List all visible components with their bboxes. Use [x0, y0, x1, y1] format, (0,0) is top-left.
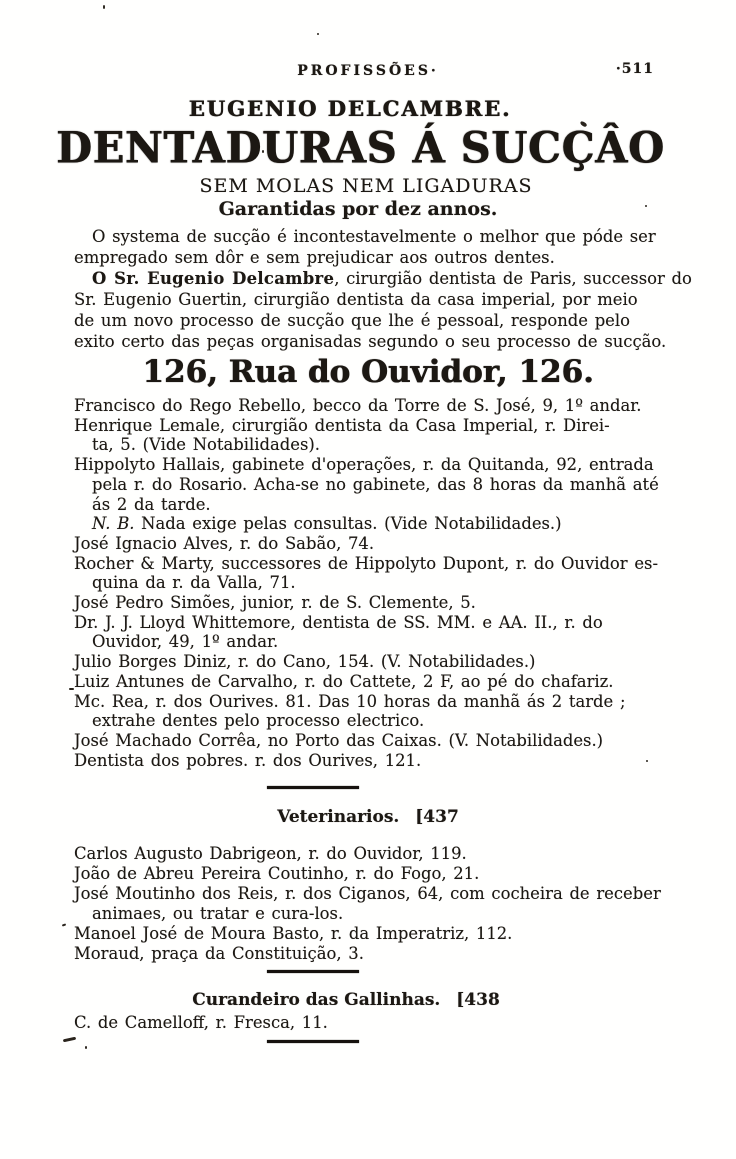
text-line: Dr. J. J. Lloyd Whittemore, dentista de SS. MM. e AA. II., r. do	[74, 612, 603, 632]
dentist-list	[74, 396, 662, 770]
text-line: Francisco do Rego Rebello, becco da Torre de S. José, 9, 1º andar.	[74, 396, 642, 415]
ad-headline: DENTADURAS Á SUCÇÂO	[56, 123, 665, 173]
text-line: ás 2 da tarde.	[92, 494, 211, 514]
advertiser-name: EUGENIO DELCAMBRE.	[188, 96, 512, 121]
section-heading-curandeiro	[52, 990, 640, 1010]
text-line: de um novo processo de sucção que lhe é pessoal, responde pelo	[74, 311, 630, 330]
text-line: pela r. do Rosario. Acha-se no gabinete, das 8 horas da manhã até	[92, 474, 659, 494]
text-line: quina da r. da Valla, 71.	[92, 573, 296, 593]
running-title: PROFISSÕES·	[297, 63, 439, 79]
text-line: Dentista dos pobres. r. dos Ourives, 121.	[74, 750, 422, 770]
text-line: animaes, ou tratar e cura-los.	[92, 904, 344, 924]
ink-speck	[85, 1046, 87, 1049]
ad-body-text	[74, 226, 692, 352]
veterinarian-list	[74, 844, 662, 964]
running-head	[74, 60, 662, 79]
text-line: exito certo das peças organisadas segundo o seu processo de sucção.	[74, 332, 667, 351]
text-line: O Sr. Eugenio Delcambre, cirurgião dentista de Paris, successor do	[92, 269, 692, 288]
text-line: C. de Camelloff, r. Fresca, 11.	[74, 1013, 328, 1033]
page-number: ·511	[615, 61, 654, 77]
text-line: José Ignacio Alves, r. do Sabão, 74.	[74, 533, 375, 553]
ad-guarantee: Garantidas por dez annos.	[218, 198, 498, 220]
text-line: Rocher & Marty, successores de Hippolyto Dupont, r. do Ouvidor es-	[74, 553, 658, 573]
text-line: Henrique Lemale, cirurgião dentista da Casa Imperial, r. Direi-	[74, 415, 610, 435]
text-line: Sr. Eugenio Guertin, cirurgião dentista da casa imperial, por meio	[74, 290, 638, 309]
text-line: extrahe dentes pelo processo electrico.	[92, 711, 425, 731]
section-divider	[267, 786, 359, 789]
curandeiro-list	[74, 1013, 662, 1033]
italic-lead: N. B.	[92, 514, 135, 534]
text-line: José Pedro Simões, junior, r. de S. Clemente, 5.	[74, 593, 476, 613]
ink-speck	[62, 923, 66, 926]
text-line: Moraud, praça da Constituição, 3.	[74, 944, 364, 964]
text-line: Julio Borges Diniz, r. do Cano, 154. (V. Notabilidades.)	[74, 652, 536, 672]
text-line: empregado sem dôr e sem prejudicar aos outros dentes.	[74, 248, 555, 267]
ink-speck	[317, 33, 319, 35]
section-ref-number: [438	[456, 990, 500, 1011]
text-line: Carlos Augusto Dabrigeon, r. do Ouvidor, 119.	[74, 844, 467, 864]
section-ref-number: [437	[415, 807, 459, 828]
text-line: ta, 5. (Vide Notabilidades).	[92, 435, 320, 455]
text-line: Luiz Antunes de Carvalho, r. do Cattete, 2 F, ao pé do chafariz.	[74, 671, 614, 691]
text-line: Hippolyto Hallais, gabinete d'operações, r. da Quitanda, 92, entrada	[74, 455, 654, 475]
bold-lead: O Sr. Eugenio Delcambre	[92, 269, 335, 288]
text-line: O systema de sucção é incontestavelmente o melhor que póde ser	[92, 227, 656, 246]
text-line: N. B. Nada exige pelas consultas. (Vide Notabilidades.)	[92, 514, 562, 534]
section-heading-veterinarios	[74, 807, 662, 827]
section-divider	[267, 1040, 359, 1043]
section-title: Veterinarios.	[277, 807, 400, 828]
text-line: João de Abreu Pereira Coutinho, r. do Fogo, 21.	[74, 864, 480, 884]
ad-subheadline: SEM MOLAS NEM LIGADURAS	[199, 175, 533, 197]
text-line: Mc. Rea, r. dos Ourives. 81. Das 10 horas da manhã ás 2 tarde ;	[74, 691, 626, 711]
text-line: Manoel José de Moura Basto, r. da Imperatriz, 112.	[74, 924, 513, 944]
section-title: Curandeiro das Gallinhas.	[192, 990, 441, 1011]
text-line: José Machado Corrêa, no Porto das Caixas. (V. Notabilidades.)	[74, 730, 604, 750]
text-line: Ouvidor, 49, 1º andar.	[92, 632, 279, 652]
ad-address: 126, Rua do Ouvidor, 126.	[142, 354, 594, 390]
section-divider	[267, 970, 359, 973]
text-line: José Moutinho dos Reis, r. dos Ciganos, 64, com cocheira de receber	[74, 884, 661, 904]
ink-speck	[103, 5, 105, 9]
